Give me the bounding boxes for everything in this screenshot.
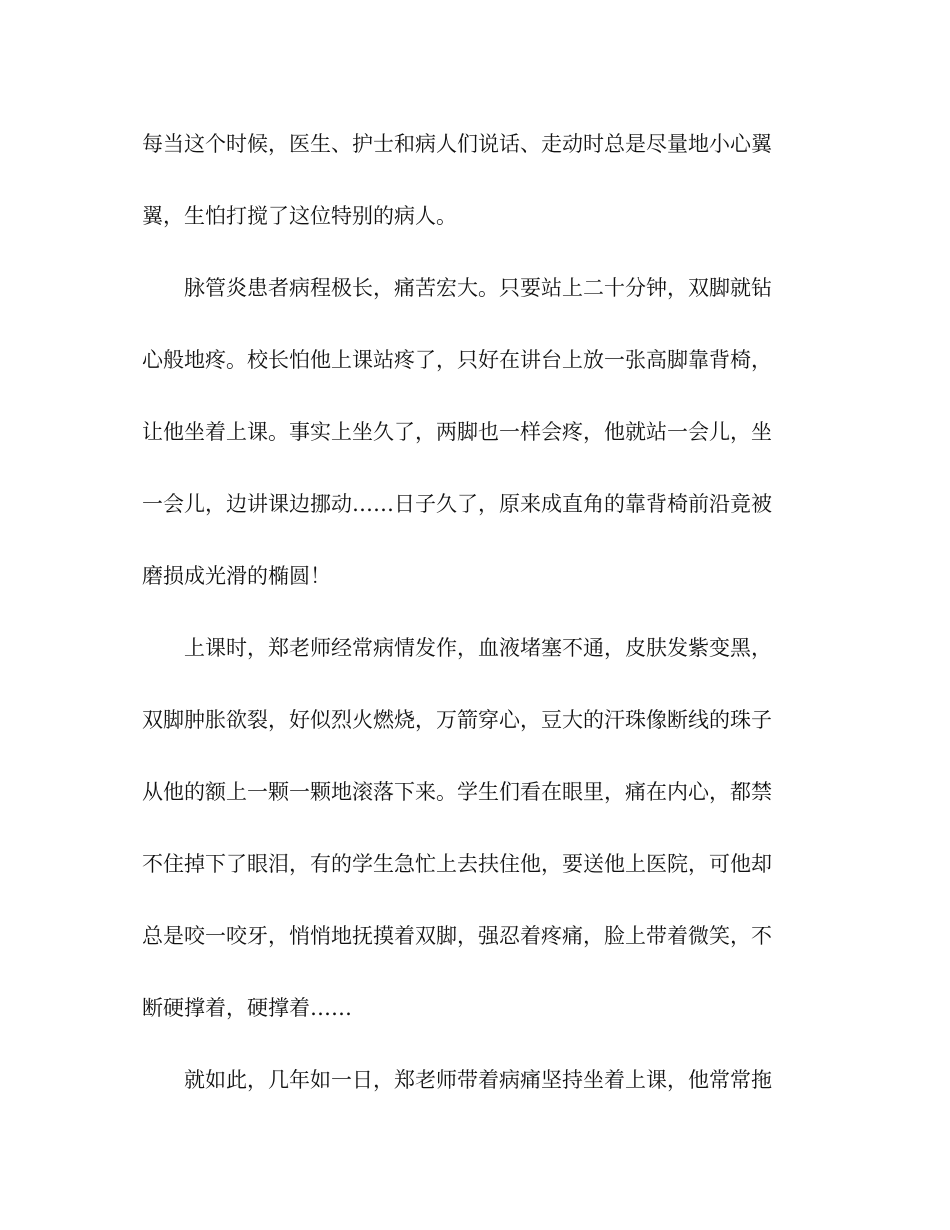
text-line: 翼，生怕打搅了这位特别的病人。 <box>142 204 457 228</box>
text-line: 就如此，几年如一日，郑老师带着病痛坚持坐着上课，他常常拖 <box>184 1068 772 1092</box>
text-line: 从他的额上一颗一颗地滚落下来。学生们看在眼里，痛在内心，都禁 <box>142 780 772 804</box>
text-line: 总是咬一咬牙，悄悄地抚摸着双脚，强忍着疼痛，脸上带着微笑，不 <box>142 924 772 948</box>
text-line: 断硬撑着，硬撑着…… <box>142 996 352 1020</box>
text-line: 不住掉下了眼泪，有的学生急忙上去扶住他，要送他上医院，可他却 <box>142 852 772 876</box>
text-line: 磨损成光滑的椭圆！ <box>142 564 331 588</box>
text-line: 每当这个时候，医生、护士和病人们说话、走动时总是尽量地小心翼 <box>142 132 772 156</box>
text-line: 心般地疼。校长怕他上课站疼了，只好在讲台上放一张高脚靠背椅， <box>142 348 772 372</box>
text-line: 让他坐着上课。事实上坐久了，两脚也一样会疼，他就站一会儿，坐 <box>142 420 772 444</box>
text-line: 一会儿，边讲课边挪动……日子久了，原来成直角的靠背椅前沿竟被 <box>142 492 772 516</box>
text-line: 脉管炎患者病程极长，痛苦宏大。只要站上二十分钟，双脚就钻 <box>184 276 772 300</box>
text-line: 上课时，郑老师经常病情发作，血液堵塞不通，皮肤发紫变黑， <box>184 636 772 660</box>
text-line: 双脚肿胀欲裂，好似烈火燃烧，万箭穿心，豆大的汗珠像断线的珠子 <box>142 708 772 732</box>
